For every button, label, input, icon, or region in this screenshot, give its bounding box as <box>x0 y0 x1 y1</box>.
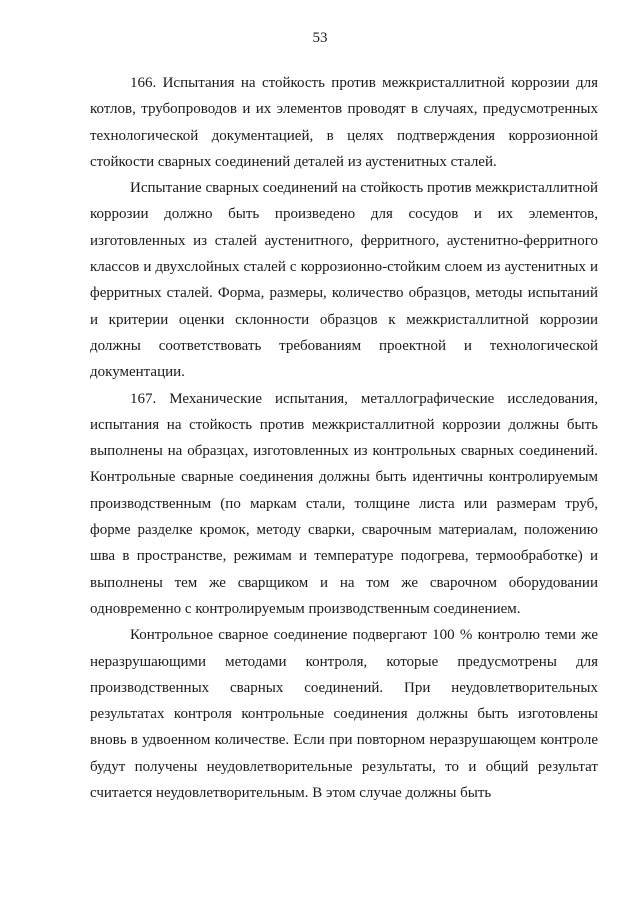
paragraph-166: 166. Испытания на стойкость против межкристаллитной коррозии для котлов, трубопроводов и их элементов проводят в случаях, предусмотренных технологической документацией, в целях подтверждения коррозионной стойкости сварных соединений деталей из аустенитных сталей. <box>90 75 598 170</box>
paragraph-control-weld: Контрольное сварное соединение подвергают 100 % контролю теми же неразрушающими методами контроля, которые предусмотрены для производственных сварных соединений. При неудовлетворительных результатах контроля контрольные соединения должны быть изготовлены вновь в удвоенном количестве. Если при повторном неразрушающем контроле будут получены неудовлетворительные результаты, то и общий результат считается неудовлетворительным. В этом случае должны быть <box>90 627 598 802</box>
paragraph-167: 167. Механические испытания, металлографические исследования, испытания на стойкость против межкристаллитной коррозии должны быть выполнены на образцах, изготовленных из контрольных сварных соединений. Контрольные сварные соединения должны быть идентичны контролируемым производственным (по маркам стали, толщине листа или размерам труб, форме разделке кромок, методу сварки, сварочным материалам, положению шва в пространстве, режимам и температуре подогрева, термообработке) и выполнены тем же сварщиком и на том же сварочном оборудовании одновременно с контролируемым производственным соединением. <box>90 390 598 617</box>
paragraph-intercrystalline-test: Испытание сварных соединений на стойкость против межкристаллитной коррозии должно быть произведено для сосудов и их элементов, изготовленных из сталей аустенитного, ферритного, аустенитно-ферритного классов и двухслойных сталей с коррозионно-стойким слоем из аустенитных и ферритных сталей. Форма, размеры, количество образцов, методы испытаний и критерии оценки склонности образцов к межкристаллитной коррозии должны соответствовать требованиям проектной и технологической документации. <box>90 180 598 381</box>
document-body <box>90 70 598 806</box>
page-number: 53 <box>312 30 328 46</box>
